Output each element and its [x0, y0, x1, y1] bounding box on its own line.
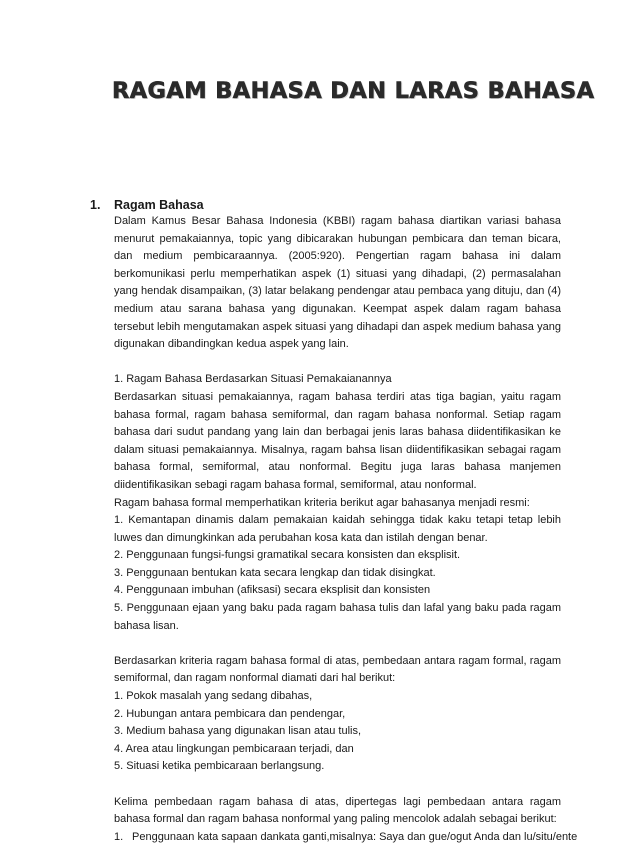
paragraph-situasi: Berdasarkan situasi pemakaiannya, ragam bahasa terdiri atas tiga bagian, yaitu ragam bahasa formal, ragam bahasa semiformal, dan ragam bahasa nonformal. Setiap ragam bahasa dari sudut pandang yang lain dan berbagai jenis laras bahasa diidentifikasikan ke dalam situasi pemakaiannya. Misalnya, ragam bahsa lisan diidentifikasikan sebagai ragam bahasa formal, semiformal, atau nonformal. Begitu juga laras bahasa manjemen diidentifikasikan sebagi ragam bahasa formal, semiformal, atau nonformal.: [114, 390, 561, 491]
section-body: [114, 213, 578, 846]
final-list-text: Penggunaan kata sapaan dankata ganti,misalnya: Saya dan gue/ogut Anda dan lu/situ/ente: [132, 830, 578, 843]
observed-item: 1. Pokok masalah yang sedang dibahas,: [114, 690, 313, 703]
observed-item: 3. Medium bahasa yang digunakan lisan atau tulis,: [114, 725, 362, 738]
observed-item: 2. Hubungan antara pembicara dan pendengar,: [114, 707, 346, 720]
subheading: 1. Ragam Bahasa Berdasarkan Situasi Pemakaianannya: [114, 373, 392, 386]
observed-item: 4. Area atau lingkungan pembicaraan terjadi, dan: [114, 742, 354, 755]
section-heading: [90, 197, 565, 213]
criteria-item: 4. Penggunaan imbuhan (afiksasi) secara eksplisit dan konsisten: [114, 584, 431, 597]
criteria-item: 3. Penggunaan bentukan kata secara lengkap dan tidak disingkat.: [114, 566, 436, 579]
criteria-item: 1. Kemantapan dinamis dalam pemakaian kaidah sehingga tidak kaku tetapi tetap lebih luwes dan dimungkinkan ada perubahan kosa kata dan istilah dengan benar.: [114, 514, 561, 544]
document-title: RAGAM BAHASA DAN LARAS BAHASA: [112, 78, 595, 104]
blank-line: [114, 354, 561, 372]
section-heading-text: Ragam Bahasa: [114, 198, 204, 212]
final-list-number: 1.: [114, 830, 124, 843]
criteria-intro: Ragam bahasa formal memperhatikan kriteria berikut agar bahasanya menjadi resmi:: [114, 496, 530, 509]
blank-line: [114, 776, 561, 794]
blank-line: [114, 635, 561, 653]
section-number: 1.: [90, 198, 101, 212]
observed-item: 5. Situasi ketika pembicaraan berlangsung.: [114, 760, 325, 773]
criteria-item: 5. Penggunaan ejaan yang baku pada ragam bahasa tulis dan lafal yang baku pada ragam bahasa lisan.: [114, 602, 561, 632]
criteria-item: 2. Penggunaan fungsi-fungsi gramatikal secara konsisten dan eksplisit.: [114, 549, 461, 562]
paragraph-intro: Dalam Kamus Besar Bahasa Indonesia (KBBI) ragam bahasa diartikan variasi bahasa menurut pemakaiannya, topic yang dibicarakan hubungan pembicara dan teman bicara, dan medium pembicaraannya. (2005:920). Pengertian ragam bahasa ini dalam berkomunikasi perlu memperhatikan aspek (1) situasi yang dihadapi, (2) permasalahan yang hendak disampaikan, (3) latar belakang pendengar atau pembaca yang dituju, dan (4) medium atau sarana bahasa yang digunakan. Keempat aspek dalam ragam bahasa tersebut lebih mengutamakan aspek situasi yang dihadapi dan aspek medium bahasa yang digunakan dibandingkan kedua aspek yang lain.: [114, 215, 561, 351]
paragraph-kelima: Kelima pembedaan ragam bahasa di atas, dipertegas lagi pembedaan antara ragam bahasa formal dan ragam bahasa nonformal yang paling mencolok adalah sebagai berikut:: [114, 795, 561, 826]
section-ragam-bahasa: [90, 197, 578, 846]
paragraph-pembedaan: Berdasarkan kriteria ragam bahasa formal di atas, pembedaan antara ragam formal, ragam semiformal, dan ragam nonformal diamati dari hal berikut:: [114, 654, 561, 685]
final-list-item: [114, 829, 578, 846]
